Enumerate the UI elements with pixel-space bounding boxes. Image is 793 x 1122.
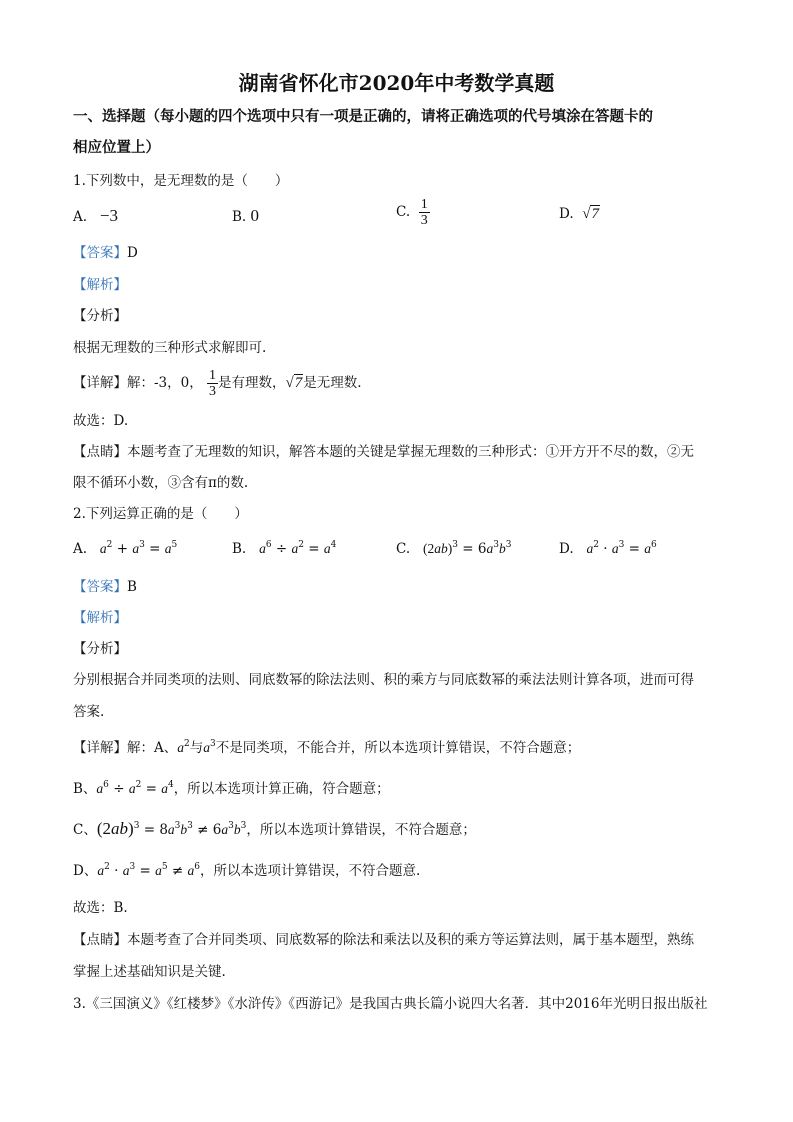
- q2-fenxi-line1: 分别根据合并同类项的法则、同底数幂的除法法则、积的乘方与同底数幂的乘法法则计算各项，进而可得: [73, 672, 694, 688]
- q2-answer: 【答案】B: [73, 579, 137, 595]
- q1-option-c: C. $\frac{1}{3}$: [396, 197, 428, 228]
- q1-answer: 【答案】D: [73, 245, 138, 261]
- q1-detail: 【详解】解：-3，0， $\frac{1}{3}$ 是有理数，√7是无理数.: [73, 368, 362, 399]
- q1-option-a-value: −3: [99, 206, 119, 225]
- q2-fenxi-line2: 答案.: [73, 704, 105, 720]
- q1-option-b: B. 0: [232, 206, 260, 225]
- q3-stem: 3.《三国演义》《红楼梦》《水浒传》《西游记》是我国古典长篇小说四大名著．其中2016年光明日报出版社: [73, 996, 708, 1012]
- q1-option-a: A. −3: [73, 206, 119, 225]
- q1-point-line2: 限不循环小数，③含有π的数.: [73, 475, 249, 491]
- page-title: 湖南省怀化市2020年中考数学真题: [238, 71, 555, 95]
- q2-fenxi-tag: 【分析】: [73, 641, 127, 657]
- q1-option-d-sqrt: √7: [582, 206, 599, 222]
- q2-detail-a: 【详解】解：A、$a^2$与$a^3$不是同类项，不能合并，所以本选项计算错误，不符合题意；: [73, 739, 581, 756]
- q1-stem: 1.下列数中，是无理数的是（ ）: [73, 173, 289, 189]
- q2-analysis-tag: 【解析】: [73, 610, 127, 626]
- q2-option-a: A. $a^2 + a^3 = a^5$: [73, 540, 178, 557]
- q2-point-line1: 【点睛】本题考查了合并同类项、同底数幂的除法和乘法以及积的乘方等运算法则，属于基本题型，熟练: [73, 932, 694, 948]
- section-heading: 一、选择题（每小题的四个选项中只有一项是正确的，请将正确选项的代号填涂在答题卡的: [73, 108, 653, 125]
- q2-option-d: D. $a^2 \cdot a^3 = a^6$: [559, 540, 657, 557]
- q1-option-c-fraction: $\frac{1}{3}$: [420, 197, 428, 228]
- q1-option-d: D. √7: [559, 206, 599, 222]
- q1-point-line1: 【点睛】本题考查了无理数的知识，解答本题的关键是掌握无理数的三种形式：①开方开不尽的数，②无: [73, 444, 694, 460]
- q2-detail-c: C、$(2ab)^3 = 8a^3b^3 \ne 6a^3b^3$，所以本选项计算错误，不符合题意；: [73, 819, 476, 838]
- q2-choice: 故选：B.: [73, 900, 128, 916]
- q2-detail-d: D、$a^2 \cdot a^3 = a^5 \ne a^6$，所以本选项计算错误，不符合题意.: [73, 862, 421, 879]
- q2-detail-b: B、$a^6 \div a^2 = a^4$，所以本选项计算正确，符合题意；: [73, 780, 390, 797]
- q1-fenxi-tag: 【分析】: [73, 308, 127, 324]
- q2-option-c: C. $(2ab)^3 = 6a^3b^3$: [396, 540, 512, 557]
- q2-point-line2: 掌握上述基础知识是关键.: [73, 964, 226, 980]
- q1-analysis-tag: 【解析】: [73, 277, 127, 293]
- q1-option-b-value: 0: [250, 206, 260, 225]
- q2-option-b: B. $a^6 \div a^2 = a^4$: [232, 540, 337, 557]
- q2-stem: 2.下列运算正确的是（ ）: [73, 506, 248, 522]
- section-heading-cont: 相应位置上）: [73, 139, 160, 156]
- q1-fenxi-text: 根据无理数的三种形式求解即可.: [73, 340, 267, 356]
- q1-choice: 故选：D.: [73, 413, 129, 429]
